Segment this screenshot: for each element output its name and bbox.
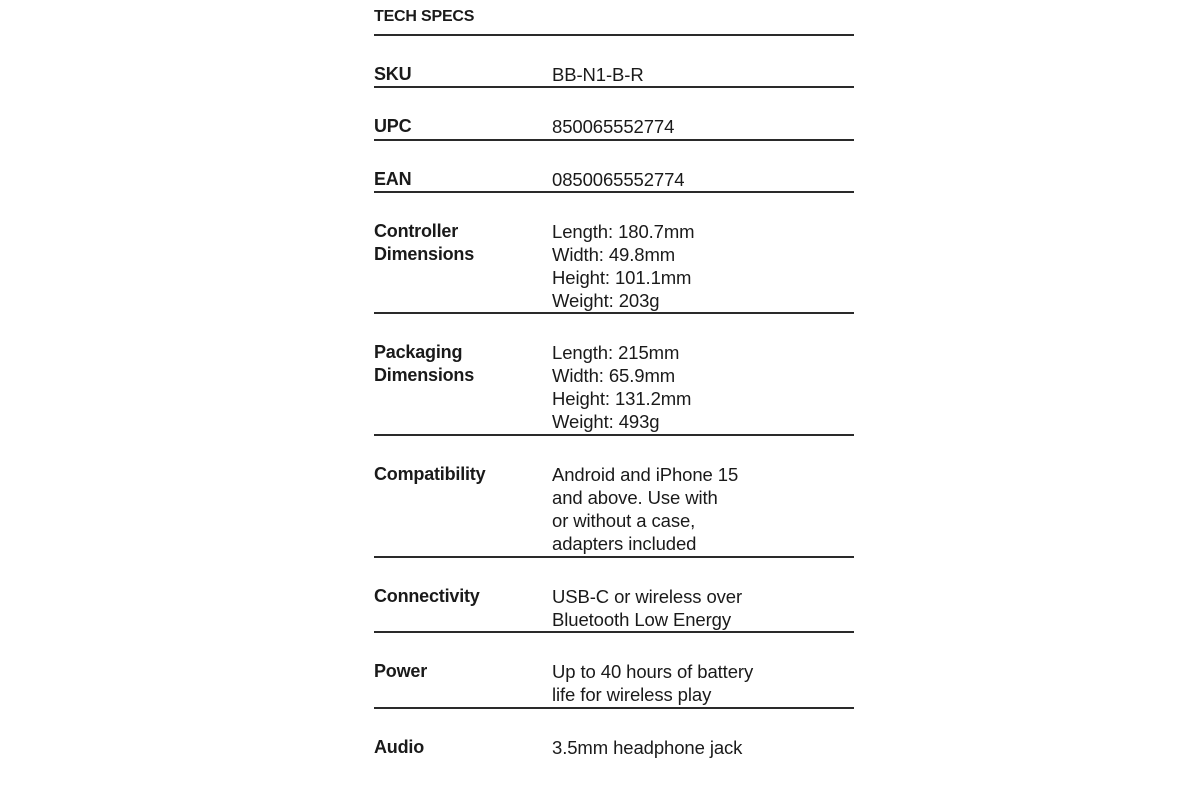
spec-row-sku [374,36,854,88]
spec-value [552,115,854,139]
spec-value-line: Length: 180.7mm [552,221,695,242]
spec-value-line: 850065552774 [552,116,675,137]
spec-value [552,736,854,769]
spec-value-line: Android and iPhone 15 [552,464,739,485]
spec-row-audio [374,709,854,769]
spec-label: Compatibility [374,464,486,484]
spec-value [552,660,854,707]
spec-value-line: Weight: 203g [552,290,660,311]
spec-value [552,220,854,312]
spec-row-packaging-dimensions [374,314,854,436]
spec-row-connectivity [374,558,854,633]
spec-value [552,168,854,191]
spec-value-line: and above. Use with [552,487,718,508]
spec-label: Audio [374,737,424,757]
spec-value [552,463,854,556]
spec-row-compatibility [374,436,854,558]
spec-value-line: adapters included [552,533,697,554]
tech-specs-table [374,0,854,769]
spec-value-line: Up to 40 hours of battery [552,661,754,682]
spec-label: Power [374,661,428,681]
spec-value-line: Height: 101.1mm [552,267,692,288]
spec-label: Packaging Dimensions [374,342,475,385]
spec-label: Connectivity [374,586,480,606]
spec-value [552,63,854,86]
spec-value-line: BB-N1-B-R [552,64,644,85]
spec-value-line: Bluetooth Low Energy [552,609,732,630]
spec-value-line: or without a case, [552,510,696,531]
spec-value-line: Width: 65.9mm [552,365,676,386]
spec-value-line: Length: 215mm [552,342,680,363]
spec-value-line: Weight: 493g [552,411,660,432]
spec-value [552,585,854,631]
spec-value-line: 0850065552774 [552,169,685,190]
spec-label: EAN [374,169,412,189]
spec-value-line: 3.5mm headphone jack [552,737,743,758]
spec-value-line: life for wireless play [552,684,712,705]
spec-value-line: USB-C or wireless over [552,586,743,607]
spec-row-power [374,633,854,709]
spec-row-ean [374,141,854,193]
spec-label: SKU [374,64,412,84]
spec-value-line: Height: 131.2mm [552,388,692,409]
section-title: TECH SPECS [374,0,854,36]
spec-label: UPC [374,116,412,136]
spec-row-controller-dimensions [374,193,854,314]
spec-label: Controller Dimensions [374,221,475,264]
spec-row-upc [374,88,854,141]
spec-value-line: Width: 49.8mm [552,244,676,265]
spec-value [552,341,854,434]
